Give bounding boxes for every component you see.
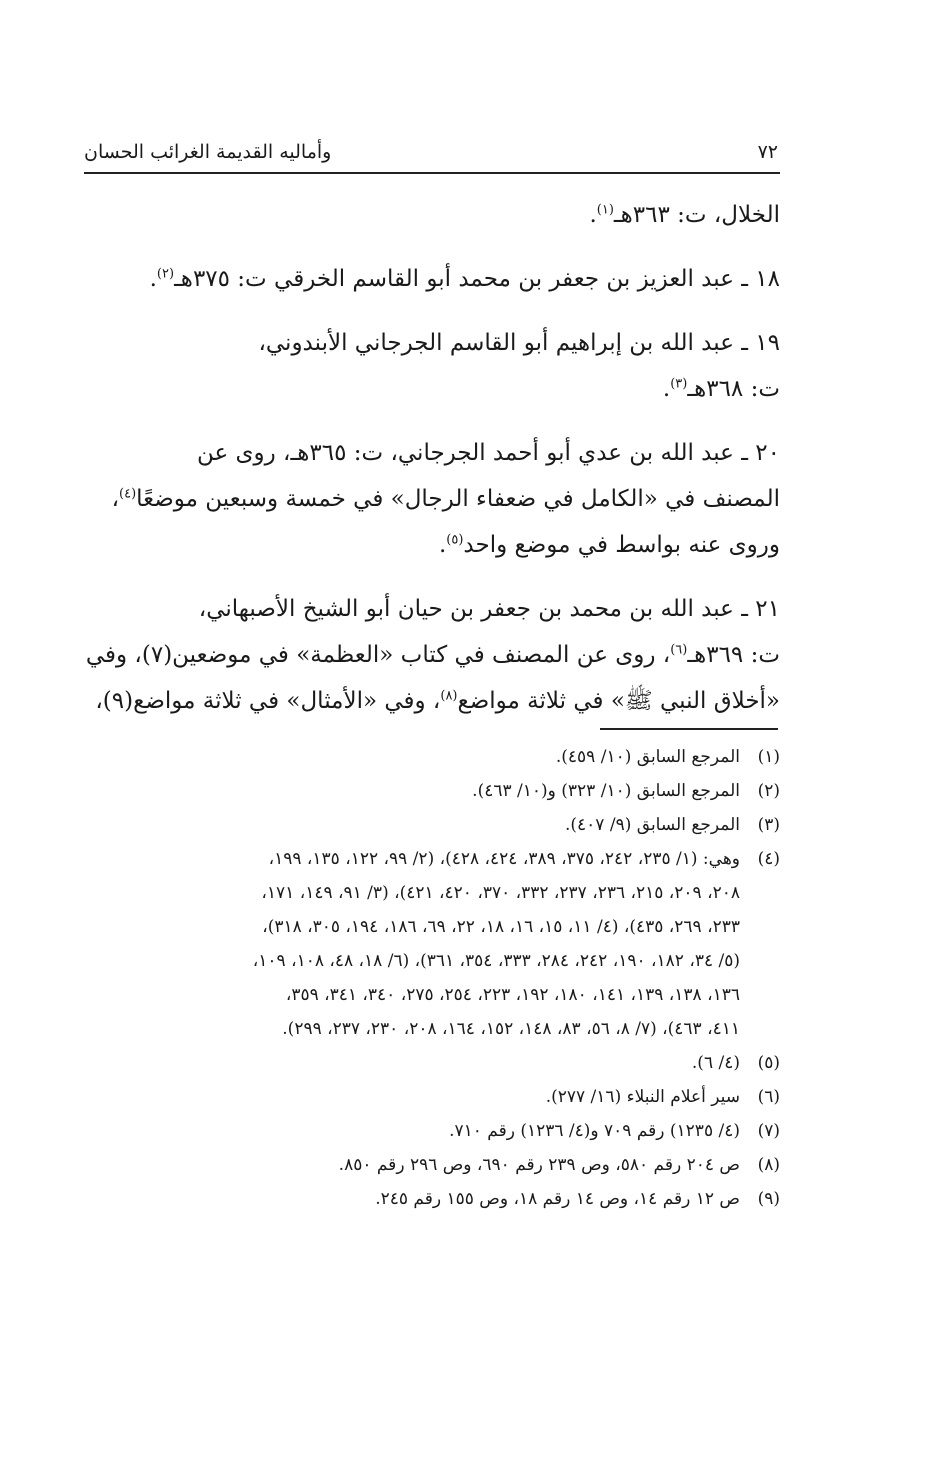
paragraph-entry-20 bbox=[84, 430, 780, 568]
page-header bbox=[84, 134, 778, 170]
footnote-text: المرجع السابق (١٠/ ٤٥٩). bbox=[555, 747, 740, 767]
footnote-2 bbox=[84, 774, 780, 808]
footnote-3 bbox=[84, 808, 780, 842]
footnote-8 bbox=[84, 1148, 780, 1182]
text-line: «أخلاق النبي ﷺ» في ثلاثة مواضع$^{(٨)}$، وفي «الأمثال» في ثلاثة مواضع(٩)، bbox=[95, 688, 780, 714]
footnote-ref[interactable]: (٥) bbox=[446, 532, 464, 548]
footnote-ref[interactable]: (٣) bbox=[670, 376, 688, 392]
footnote-ref[interactable]: (٤) bbox=[119, 486, 137, 502]
footnote-number: (٨) bbox=[757, 1155, 780, 1175]
text-line: ١٩ ـ عبد الله بن إبراهيم أبو القاسم الجرجاني الأبندوني، bbox=[258, 330, 780, 356]
text-line: ت: ٣٦٩هـ$^{(٦)}$، روى عن المصنف في كتاب «العظمة» في موضعين(٧)، وفي bbox=[85, 642, 780, 668]
footnote-1 bbox=[84, 740, 780, 774]
footnote-text: ٤١١، ٤٦٣)، (٧/ ٨، ٥٦، ٨٣، ١٤٨، ١٥٢، ١٦٤، ٢٠٨، ٢٣٠، ٢٣٧، ٢٩٩). bbox=[282, 1019, 740, 1039]
footnote-text: ص ٢٠٤ رقم ٥٨٠، وص ٢٣٩ رقم ٦٩٠، وص ٢٩٦ رقم ٨٥٠. bbox=[338, 1155, 740, 1175]
footnote-6 bbox=[84, 1080, 780, 1114]
footnote-number: (٦) bbox=[757, 1087, 780, 1107]
text-line: الخلال، ت: ٣٦٣هـ$^{(١)}$. bbox=[589, 202, 780, 228]
text-line: المصنف في «الكامل في ضعفاء الرجال» في خمسة وسبعين موضعًا$^{(٤)}$، bbox=[111, 486, 780, 512]
footnote-text: المرجع السابق (١٠/ ٣٢٣) و(١٠/ ٤٦٣). bbox=[472, 781, 740, 801]
footnote-9 bbox=[84, 1182, 780, 1216]
footnote-7 bbox=[84, 1114, 780, 1148]
header-rule bbox=[84, 172, 780, 174]
footnote-number: (٢) bbox=[757, 781, 780, 801]
footnote-text: وهي: (١/ ٢٣٥، ٢٤٢، ٣٧٥، ٣٨٩، ٤٢٤، ٤٢٨)، (٢/ ٩٩، ١٢٢، ١٣٥، ١٩٩، bbox=[268, 849, 740, 869]
footnote-text: (٤/ ١٢٣٥) رقم ٧٠٩ و(٤/ ١٢٣٦) رقم ٧١٠. bbox=[449, 1121, 740, 1141]
footnote-number: (٩) bbox=[757, 1189, 780, 1209]
footnote-rule bbox=[600, 728, 778, 730]
footnote-text: ٢٣٣، ٢٦٩، ٤٣٥)، (٤/ ١١، ١٥، ١٦، ١٨، ٢٢، ٦٩، ١٨٦، ١٩٤، ٣٠٥، ٣١٨)، bbox=[262, 917, 740, 937]
footnote-text: المرجع السابق (٩/ ٤٠٧). bbox=[565, 815, 740, 835]
paragraph-entry-18 bbox=[84, 256, 780, 302]
footnote-5 bbox=[84, 1046, 780, 1080]
footnote-number: (٣) bbox=[757, 815, 780, 835]
main-text bbox=[84, 192, 780, 724]
footnote-ref[interactable]: (١) bbox=[596, 202, 614, 218]
footnote-4 bbox=[84, 842, 780, 1046]
footnote-text: ص ١٢ رقم ١٤، وص ١٤ رقم ١٨، وص ١٥٥ رقم ٢٤٥. bbox=[375, 1189, 740, 1209]
footnote-text: (٥/ ٣٤، ١٨٢، ١٩٠، ٢٤٢، ٢٨٤، ٣٣٣، ٣٥٤، ٣٦١)، (٦/ ١٨، ٤٨، ١٠٨، ١٠٩، bbox=[252, 951, 740, 971]
paragraph-entry-21 bbox=[84, 586, 780, 724]
footnote-text: سير أعلام النبلاء (١٦/ ٢٧٧). bbox=[545, 1087, 740, 1107]
text-line: ٢١ ـ عبد الله بن محمد بن جعفر بن حيان أبو الشيخ الأصبهاني، bbox=[198, 596, 780, 622]
footnote-ref[interactable]: (٢) bbox=[156, 266, 175, 282]
footnote-number: (٧) bbox=[757, 1121, 780, 1141]
text-line: وروى عنه بواسط في موضع واحد$^{(٥)}$. bbox=[438, 532, 780, 558]
running-title: وأماليه القديمة الغرائب الحسان bbox=[84, 141, 332, 163]
text-line: ت: ٣٦٨هـ$^{(٣)}$. bbox=[662, 376, 780, 402]
footnotes bbox=[84, 740, 780, 1216]
footnote-number: (٥) bbox=[757, 1053, 780, 1073]
footnote-text: ١٣٦، ١٣٨، ١٣٩، ١٤١، ١٨٠، ١٩٢، ٢٢٣، ٢٥٤، ٢٧٥، ٣٤٠، ٣٤١، ٣٥٩، bbox=[285, 985, 740, 1005]
text-line: ٢٠ ـ عبد الله بن عدي أبو أحمد الجرجاني، ت: ٣٦٥هـ، روى عن bbox=[196, 440, 780, 466]
page-number: ٧٢ bbox=[757, 141, 778, 163]
footnote-number: (٤) bbox=[757, 849, 780, 869]
footnote-ref[interactable]: (٦) bbox=[670, 642, 688, 658]
footnote-text: ٢٠٨، ٢٠٩، ٢١٥، ٢٣٦، ٢٣٧، ٣٣٢، ٣٧٠، ٤٢٠، ٤٢١)، (٣/ ٩١، ١٤٩، ١٧١، bbox=[261, 883, 740, 903]
footnote-number: (١) bbox=[757, 747, 780, 767]
paragraph-khallal bbox=[84, 192, 780, 238]
paragraph-entry-19 bbox=[84, 320, 780, 412]
footnote-text: (٤/ ٦). bbox=[691, 1053, 740, 1073]
footnote-ref[interactable]: (٨) bbox=[440, 688, 458, 704]
text-line: ١٨ ـ عبد العزيز بن جعفر بن محمد أبو القاسم الخرقي ت: ٣٧٥هـ$^{(٢)}$. bbox=[149, 266, 780, 292]
